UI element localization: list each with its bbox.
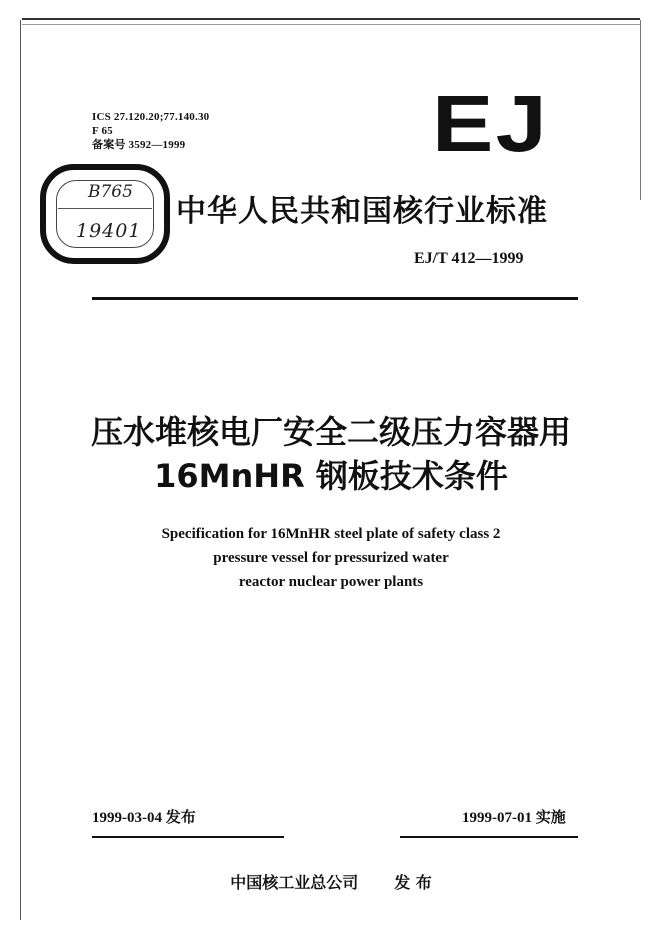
ics-code: ICS 27.120.20;77.140.30 — [92, 111, 210, 123]
filing-number: 备案号 3592—1999 — [92, 139, 186, 151]
stamp-divider — [58, 208, 152, 209]
ej-logo: EJ — [432, 79, 550, 168]
publisher-action: 发 布 — [394, 873, 432, 892]
ccs-code: F 65 — [92, 125, 113, 137]
implementation-date: 1999-07-01 实施 — [462, 810, 566, 826]
industry-standard-title: 中华人民共和国核行业标准 — [176, 194, 548, 229]
top-border-line-secondary — [22, 24, 640, 25]
stamp-handwritten-number: 19401 — [76, 220, 142, 242]
implementation-date-underline — [400, 836, 578, 838]
right-scan-edge — [640, 20, 641, 200]
english-title-line-2: pressure vessel for pressurized water — [213, 550, 449, 566]
classification-block — [92, 110, 209, 152]
chinese-title — [0, 410, 662, 498]
issue-date-underline — [92, 836, 284, 838]
standard-number: EJ/T 412—1999 — [414, 250, 524, 267]
top-border-line — [22, 18, 640, 20]
publisher-line — [0, 870, 662, 893]
library-stamp — [40, 164, 170, 264]
publisher-name: 中国核工业总公司 — [230, 873, 359, 892]
issue-date: 1999-03-04 发布 — [92, 810, 196, 826]
chinese-title-line-1: 压水堆核电厂安全二级压力容器用 — [90, 413, 571, 451]
english-title-line-1: Specification for 16MnHR steel plate of safety class 2 — [161, 526, 501, 542]
english-title-line-3: reactor nuclear power plants — [238, 574, 424, 590]
english-title — [0, 522, 662, 594]
stamp-handwritten-code: B765 — [88, 182, 133, 202]
chinese-title-line-2: 16MnHR 钢板技术条件 — [154, 457, 508, 495]
header-divider — [92, 297, 578, 300]
